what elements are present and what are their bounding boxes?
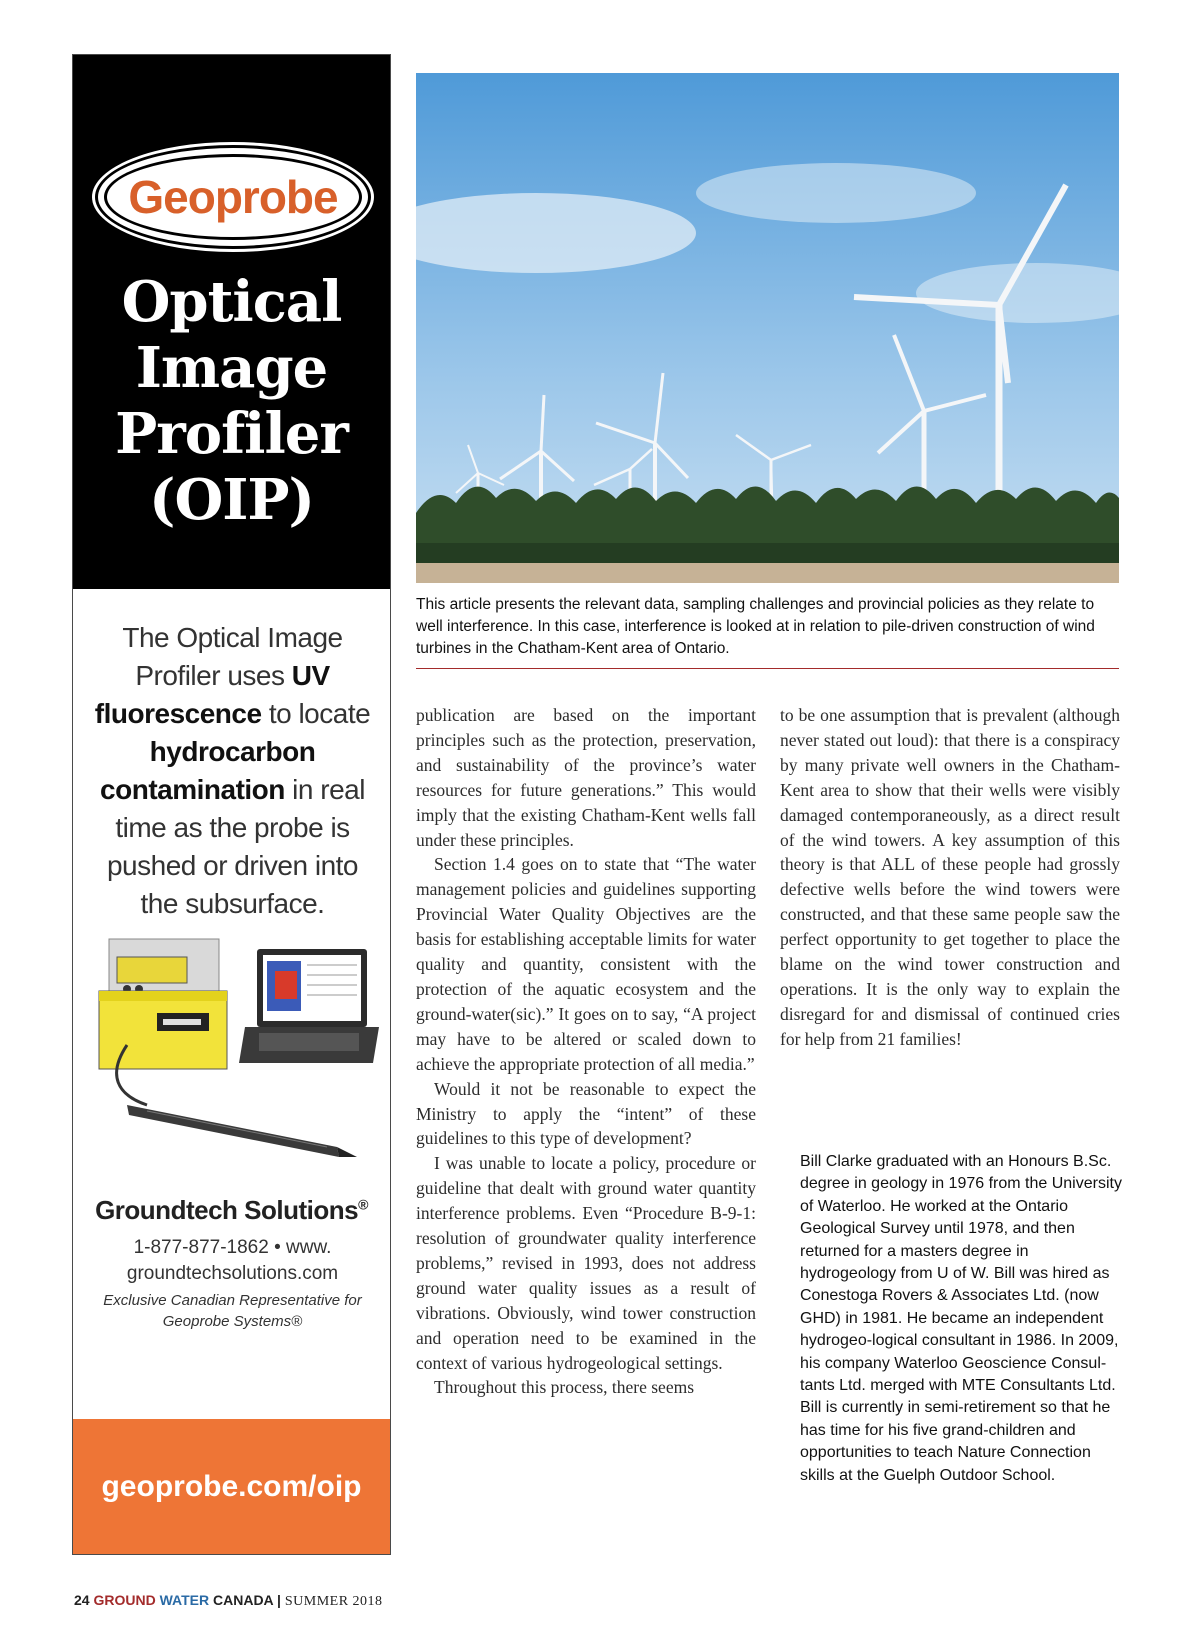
ad-title-line: Optical bbox=[121, 269, 342, 335]
issue-season: SUMMER 2018 bbox=[284, 1594, 383, 1609]
ad-url-link[interactable]: geoprobe.com/oip bbox=[101, 1469, 362, 1503]
ad-title-line: Image bbox=[135, 335, 328, 401]
article-paragraph: publication are based on the important principles such as the protection, preservation, and sustainability of the province’s water resources for future generations.” This would imply that the existing Chatham-Kent wells fall under these principles. bbox=[416, 705, 756, 850]
ad-phone-number: 1-877-877-1862 • www. bbox=[133, 1237, 332, 1258]
ad-title-line: Profiler bbox=[115, 401, 348, 467]
article-paragraph: to be one assumption that is prevalent (although never stated out loud): that there is a conspiracy by many private well owners in the Chatham-Kent area to show that their wells were visibly damaged contemporaneously, as a direct result of the wind towers. A key assumption of this theory is that ALL of these people had grossly defective wells before the wind towers were constructed, and that these same people saw the perfect opportunity to get together to place the blame on the wind tower construction and operations. It is the only way to explain the disregard for and dismissal of continued cries for help from 21 families! bbox=[780, 705, 1120, 1049]
caption-divider bbox=[416, 668, 1119, 669]
magazine-name-canada: CANADA bbox=[213, 1592, 274, 1608]
geoprobe-logo bbox=[95, 145, 371, 249]
magazine-name-water: WATER bbox=[159, 1592, 210, 1608]
ad-title bbox=[73, 269, 390, 533]
article-paragraph: Would it not be reasonable to expect the Ministry to apply the “intent” of these guidelines to this type of development? bbox=[416, 1078, 756, 1149]
page-footer bbox=[74, 1592, 383, 1610]
ad-company-name: Groundtech Solutions® bbox=[95, 1195, 368, 1225]
ad-title-line: (OIP) bbox=[148, 467, 315, 533]
ad-black-header bbox=[73, 55, 390, 589]
footer-separator: | bbox=[277, 1592, 281, 1608]
article-paragraph: Section 1.4 goes on to state that “The water management policies and guidelines supporting Provincial Water Quality Objectives are the basis for establishing acceptable limits for water quality and quantity, consistent with the protection of the aquatic ecosystem and the ground-water(sic).” It goes on to say, “A project may have to be altered or scaled down to achieve the appropriate protection of all media.” bbox=[416, 854, 756, 1074]
ad-orange-footer bbox=[73, 1419, 390, 1554]
author-bio: Bill Clarke graduated with an Honours B.Sc. degree in geology in 1976 from the University of Waterloo. He worked at the Ontario Geological Survey until 1978, and then returned for a masters degree in hydrogeology from U of W. Bill was hired as Conestoga Rovers & Associates Ltd. (now GHD) in 1981. He became an independent hydrogeo-logical consultant in 1986. In 2009, his company Waterloo Geoscience Consul-tants Ltd. merged with MTE Consultants Ltd. Bill is currently in semi-retirement so that he has time for his five grand-children and opportunities to teach Nature Connection skills at the Guelph Outdoor School. bbox=[800, 1153, 1122, 1484]
ad-website[interactable]: groundtechsolutions.com bbox=[126, 1263, 339, 1284]
ad-description: The Optical Image Profiler uses UV fluorescence to locate hydrocarbon contamination in real time as the probe is pushed or driven into the subsurface. bbox=[94, 622, 371, 919]
geoprobe-advertisement bbox=[72, 54, 391, 1555]
magazine-name-ground: GROUND bbox=[93, 1592, 156, 1608]
article-column-1 bbox=[416, 703, 756, 1400]
wind-turbines-photo bbox=[416, 73, 1119, 583]
logo-text: Geoprobe bbox=[128, 171, 338, 223]
ad-representative: Exclusive Canadian Representative for Geoprobe Systems® bbox=[103, 1292, 362, 1330]
oip-equipment-image bbox=[87, 935, 379, 1185]
photo-caption: This article presents the relevant data, sampling challenges and provincial policies as they relate to well interference. In this case, interference is looked at in relation to pile-driven construction of wind turbines in the Chatham-Kent area of Ontario. bbox=[416, 596, 1095, 657]
article-column-2 bbox=[780, 703, 1120, 1052]
ad-contact bbox=[93, 1235, 372, 1287]
article-paragraph: Throughout this process, there seems bbox=[434, 1377, 695, 1398]
article-paragraph: I was unable to locate a policy, procedure or guideline that dealt with ground water quantity interference problems. Even “Procedure B-9-1: resolution of groundwater quality interference problems,” revised in 1993, does not address ground water quality issues as a result of vibrations. Obviously, wind tower construction and operation need to be examined in the context of various hydrogeological settings. bbox=[416, 1153, 756, 1373]
page-number: 24 bbox=[74, 1592, 90, 1608]
